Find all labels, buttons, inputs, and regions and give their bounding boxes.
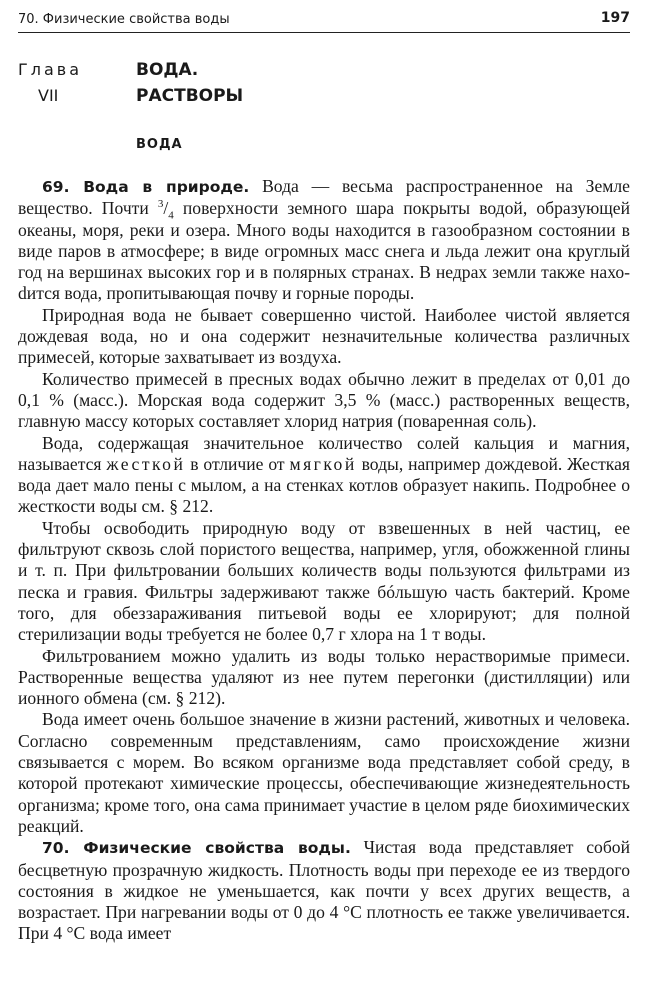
term-soft: мягкой	[289, 453, 357, 474]
section-heading-69: 69. Вода в природе.	[42, 178, 250, 196]
page-number: 197	[600, 10, 630, 26]
running-head-title: 70. Физические свойства воды	[18, 12, 230, 27]
body-text	[18, 176, 630, 945]
paragraph-impurities: Количество примесей в пресных водах обычно лежит в пределах от 0,01 до 0,1 % (масс.). Морская вода содержит 3,5 % (масс.) растворенных веществ, главную массу которых составляет хлорид натрия (поваренная соль).	[18, 368, 630, 432]
paragraph-physical-properties: 70. Физические свойства воды. Чистая вода представляет собой бесцветную прозрачную жидкость. Плотность воды при переходе ее из твердого состояния в жидкое не уменьшается, как почти у всех других веществ, а возрастает. При нагревании воды от 0 до 4 °С плотность ее также увеличивается. При 4 °С вода имеет	[18, 837, 630, 944]
running-head	[18, 10, 630, 33]
section-title: ВОДА	[136, 137, 183, 152]
paragraph-importance: Вода имеет очень большое значение в жизни растений, животных и человека. Согласно современным представлениям, само происхождение жизни связывается с морем. Во всяком организме вода представляет собой среду, в которой протекают химические процессы, обеспечивающие жизнедеятельность организма; кроме того, она сама принимает участие в целом ряде биохимических реакций.	[18, 709, 630, 836]
paragraph-hardness: Вода, содержащая значительное количество солей кальция и магния, называется жесткой в отличие от мягкой воды, например дождевой. Жесткая вода дает мало пены с мылом, а на стенках котлов образует накипь. Подробнее о жесткости воды см. § 212.	[18, 432, 630, 517]
chapter-number: VII	[38, 86, 59, 105]
chapter-title-line1: ВОДА.	[136, 60, 199, 80]
chapter-label: Глава	[18, 60, 83, 79]
paragraph-filtration: Чтобы освободить природную воду от взвешенных в ней частиц, ее фильтруют сквозь слой пористого вещества, например, угля, обожженной глины и т. п. При фильтровании больших количеств воды пользуются фильтрами из песка и гравия. Фильтры задерживают также бóльшую часть бактерий. Кроме того, для обеззараживания питьевой воды ее хлорируют; для полной стерилизации воды требуется не более 0,7 г хлора на 1 т воды.	[18, 517, 630, 645]
paragraph-distillation: Фильтрованием можно удалить из воды только нерастворимые примеси. Растворенные вещества удаляют из нее путем перегонки (дистилляции) или ионного обмена (см. § 212).	[18, 645, 630, 709]
term-hard: жесткой	[106, 453, 186, 474]
paragraph-natural-water: Природная вода не бывает совершенно чистой. Наиболее чистой является дождевая вода, но и она содержит незначительные количества различных примесей, которые захватывает из воздуха.	[18, 304, 630, 368]
chapter-heading	[18, 60, 630, 110]
chapter-title-line2: РАСТВОРЫ	[136, 86, 244, 106]
fraction-numerator: 3	[157, 198, 164, 211]
fraction-denominator: 4	[168, 209, 174, 222]
paragraph-water-in-nature: 69. Вода в природе. Вода — весьма распространенное на Земле вещество. Почти $^3/_4$ поверхности земного шара покрыты водой, образующей океаны, моря, реки и озера. Много воды находится в газообразном состоянии в виде паров в атмосфере; в виде огромных масс снега и льда лежит она круглый год на вершинах высоких гор и в полярных странах. В недрах земли также нахоdится вода, пропитывающая почву и горные породы.	[18, 176, 630, 304]
section-heading-70: 70. Физические свойства воды.	[42, 839, 351, 858]
